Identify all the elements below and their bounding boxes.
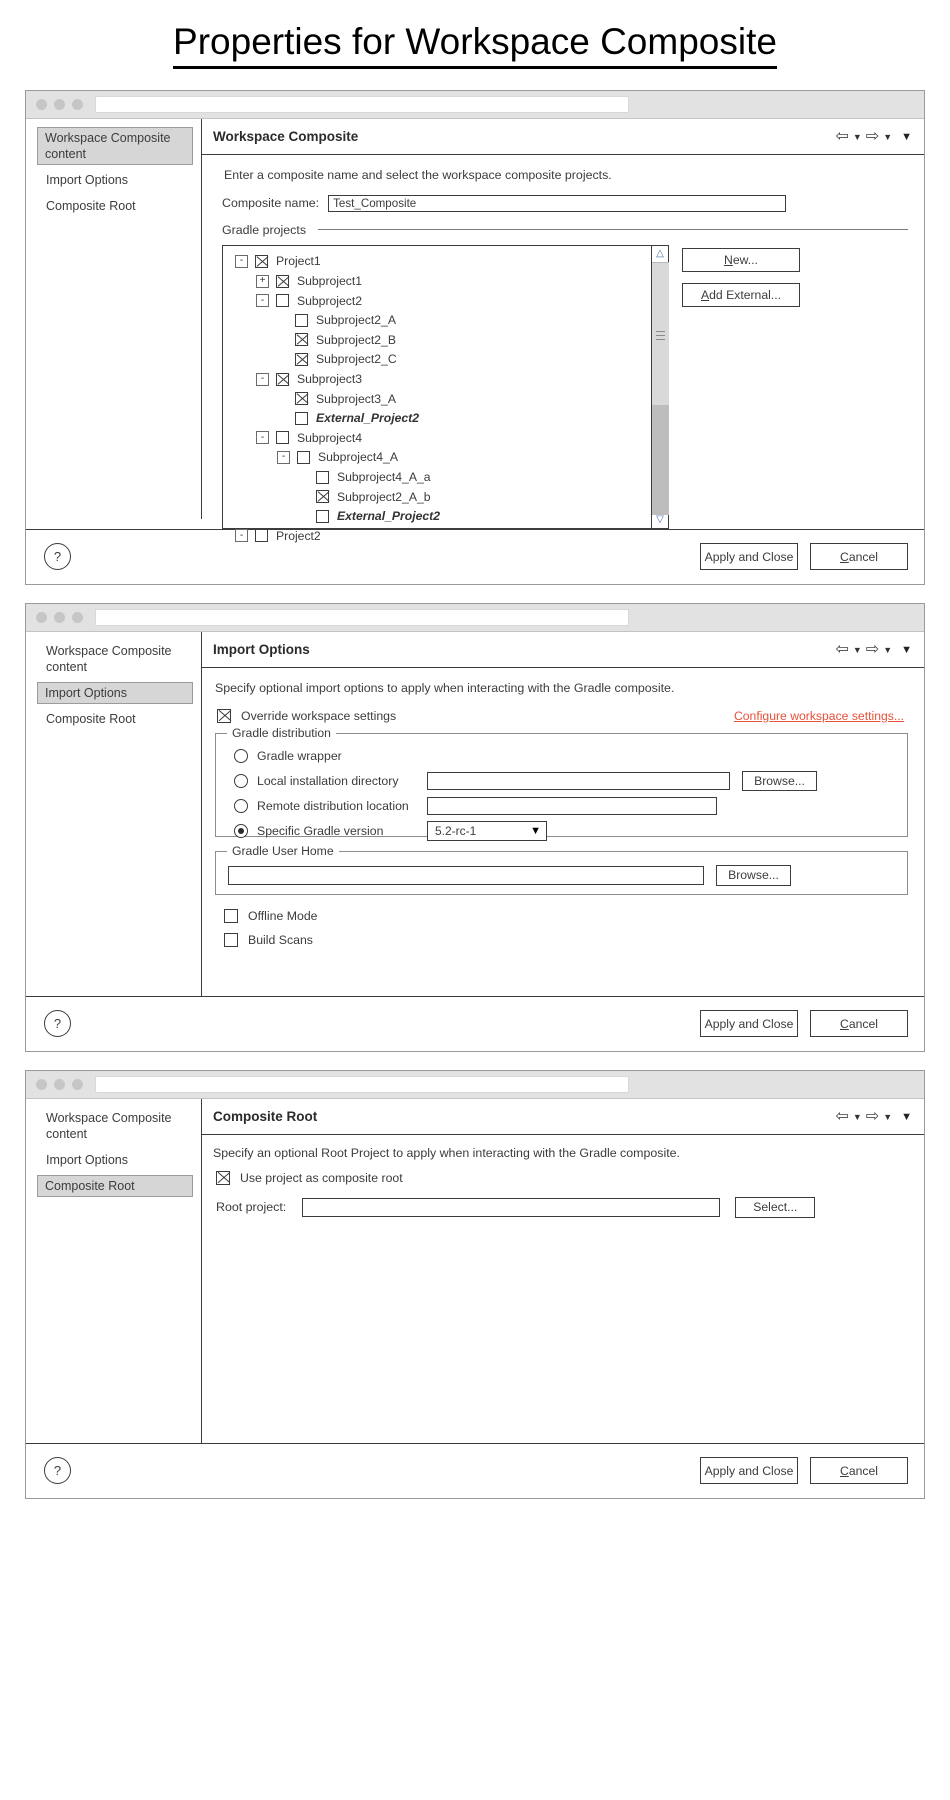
- forward-icon-3[interactable]: ⇨: [865, 1107, 880, 1125]
- forward-icon-2[interactable]: ⇨: [865, 640, 880, 658]
- tree-row[interactable]: [223, 408, 668, 428]
- cancel-mnemonic: C: [840, 549, 849, 564]
- nav-icons-2: [835, 642, 912, 658]
- tree-row[interactable]: [223, 467, 668, 487]
- gradle-user-home-legend: Gradle User Home: [227, 844, 339, 858]
- gradle-distribution-fieldset: [215, 725, 908, 839]
- tree-indent-spacer: [277, 334, 288, 345]
- scroll-down-icon[interactable]: ▽: [652, 511, 669, 528]
- remote-distribution-label: Remote distribution location: [257, 799, 409, 814]
- gradle-wrapper-label: Gradle wrapper: [257, 749, 342, 764]
- window-maximize-dot[interactable]: [72, 99, 83, 110]
- scroll-grip-2: [656, 335, 665, 336]
- tree-row[interactable]: [223, 330, 668, 350]
- build-scans-checkbox[interactable]: [224, 933, 238, 947]
- override-workspace-settings-checkbox[interactable]: [217, 709, 231, 723]
- tree-row[interactable]: [223, 252, 668, 272]
- view-menu-icon-2[interactable]: ▼: [901, 643, 912, 656]
- apply-and-close-button-2[interactable]: Apply and Close: [700, 1010, 798, 1037]
- remote-distribution-radio[interactable]: [234, 799, 248, 813]
- content-title: Workspace Composite: [213, 129, 359, 145]
- dialog-body: [26, 119, 924, 543]
- back-icon-3[interactable]: ⇦: [835, 1107, 849, 1125]
- tree-row[interactable]: [223, 271, 668, 291]
- apply-and-close-button[interactable]: Apply and Close: [700, 543, 798, 570]
- scroll-grip-1: [656, 331, 665, 332]
- sidebar-3: [26, 1099, 202, 1443]
- page-title: [0, 0, 950, 63]
- cancel-button-3[interactable]: [810, 1457, 908, 1484]
- tree-row[interactable]: [223, 350, 668, 370]
- tree-item-label: Project2: [276, 528, 321, 543]
- tree-checkbox[interactable]: [295, 353, 308, 366]
- footer-buttons-2: [700, 1010, 908, 1037]
- title-field-3[interactable]: [95, 1076, 629, 1093]
- new-button-mnemonic: N: [724, 252, 733, 267]
- content-body: [202, 155, 924, 543]
- window-controls[interactable]: [36, 99, 83, 110]
- dialog3-footer: [26, 1443, 924, 1498]
- window-controls-3[interactable]: [36, 1079, 83, 1090]
- tree-row[interactable]: [223, 526, 668, 546]
- gradle-version-select[interactable]: [427, 821, 547, 841]
- tree-item-label: Subproject3_A: [316, 391, 396, 406]
- tree-checkbox[interactable]: [316, 490, 329, 503]
- tree-buttons: [682, 245, 800, 307]
- add-external-label: dd External...: [709, 287, 781, 302]
- tree-rows: [223, 246, 668, 543]
- composite-name-label: Composite name:: [222, 196, 320, 211]
- dialog1-intro: Enter a composite name and select the workspace composite projects.: [224, 167, 612, 182]
- tree-row[interactable]: [223, 310, 668, 330]
- back-dropdown-icon[interactable]: ▼: [852, 131, 862, 142]
- tree-item-label: Subproject2: [297, 293, 363, 308]
- override-workspace-settings-label: Override workspace settings: [241, 708, 397, 723]
- use-project-as-composite-root-label: Use project as composite root: [240, 1170, 403, 1185]
- tree-row[interactable]: [223, 428, 668, 448]
- dialog2-footer: [26, 996, 924, 1051]
- view-menu-icon[interactable]: ▼: [901, 130, 912, 143]
- tree-row[interactable]: [223, 291, 668, 311]
- cancel-button[interactable]: [810, 543, 908, 570]
- forward-icon[interactable]: ⇨: [865, 127, 880, 145]
- root-project-label: Root project:: [216, 1200, 287, 1215]
- scroll-up-icon[interactable]: △: [652, 246, 669, 263]
- chevron-down-icon: ▼: [530, 825, 541, 838]
- window-close-dot-2[interactable]: [36, 612, 47, 623]
- tree-indent-spacer: [277, 354, 288, 365]
- sidebar: [26, 119, 202, 519]
- help-icon-3[interactable]: ?: [44, 1457, 71, 1484]
- window-maximize-dot-2[interactable]: [72, 612, 83, 623]
- radio-row-specific-version[interactable]: [228, 819, 895, 844]
- window-minimize-dot[interactable]: [54, 99, 65, 110]
- collapse-icon[interactable]: -: [256, 373, 269, 386]
- override-row: [217, 709, 904, 723]
- content-pane-2: [202, 632, 924, 996]
- title-field-2[interactable]: [95, 609, 629, 626]
- tree-item-label: Subproject3: [297, 372, 363, 387]
- content-header-3: [202, 1099, 924, 1135]
- content-header-2: [202, 632, 924, 668]
- window-minimize-dot-2[interactable]: [54, 612, 65, 623]
- cancel-label-2: ancel: [848, 1016, 878, 1031]
- nav-icons: [835, 129, 912, 145]
- sidebar-item-workspace-composite-content-2[interactable]: Workspace Composite content: [46, 643, 172, 674]
- forward-dropdown-icon[interactable]: ▼: [883, 131, 893, 142]
- dialog2-body: [26, 632, 924, 996]
- specific-gradle-version-label: Specific Gradle version: [257, 824, 384, 839]
- help-icon-2[interactable]: ?: [44, 1010, 71, 1037]
- add-external-mnemonic: A: [701, 287, 710, 302]
- tree-item-label: Project1: [276, 254, 321, 269]
- content-body-3: [202, 1135, 924, 1218]
- offline-mode-checkbox[interactable]: [224, 909, 238, 923]
- dialog2-intro: Specify optional import options to apply when interacting with the Gradle composite.: [215, 680, 675, 695]
- scroll-track[interactable]: [652, 263, 669, 511]
- gradle-user-home-input[interactable]: [228, 866, 704, 885]
- tree-item-label: Subproject2_A: [316, 313, 396, 328]
- root-project-input[interactable]: [302, 1198, 720, 1217]
- content-title-3: Composite Root: [213, 1109, 318, 1125]
- override-checkbox-row[interactable]: [217, 709, 396, 723]
- title-field[interactable]: [95, 96, 629, 113]
- dialog3-body: [26, 1099, 924, 1443]
- cancel-button-2[interactable]: [810, 1010, 908, 1037]
- tree-checkbox[interactable]: [255, 529, 268, 542]
- tree-item-label: Subproject2_B: [316, 332, 396, 347]
- local-installation-radio[interactable]: [234, 774, 248, 788]
- collapse-icon[interactable]: -: [256, 431, 269, 444]
- tree-checkbox[interactable]: [276, 373, 289, 386]
- footer-buttons: [700, 543, 908, 570]
- content-pane: [202, 119, 924, 543]
- sidebar-item-import-options-3[interactable]: Import Options: [46, 1152, 128, 1167]
- content-body-2: [202, 668, 924, 947]
- cancel-mnemonic-2: C: [840, 1016, 849, 1031]
- offline-mode-row[interactable]: [224, 909, 908, 923]
- gradle-projects-tree[interactable]: [222, 245, 669, 543]
- composite-name-row: [222, 195, 908, 212]
- sidebar-item-import-options[interactable]: Import Options: [46, 172, 128, 187]
- page-title-text: Properties for Workspace Composite: [173, 21, 777, 69]
- titlebar-3: [26, 1071, 924, 1099]
- tree-item-label: Subproject4: [297, 430, 363, 445]
- local-installation-label: Local installation directory: [257, 774, 399, 789]
- tree-indent-spacer: [298, 511, 309, 522]
- dialog-workspace-composite: [25, 90, 925, 585]
- select-root-project-button[interactable]: Select...: [735, 1197, 815, 1218]
- collapse-icon[interactable]: -: [277, 451, 290, 464]
- gradle-projects-label: Gradle projects: [222, 222, 307, 237]
- tree-checkbox[interactable]: [297, 451, 310, 464]
- root-project-row: [216, 1197, 908, 1218]
- configure-workspace-settings-link[interactable]: Configure workspace settings...: [733, 708, 904, 723]
- tree-checkbox[interactable]: [316, 510, 329, 523]
- tree-indent-spacer: [277, 413, 288, 424]
- radio-row-local-installation[interactable]: [228, 769, 895, 794]
- use-project-as-root-row[interactable]: [216, 1171, 908, 1185]
- tree-area: [222, 245, 908, 543]
- help-icon[interactable]: ?: [44, 543, 71, 570]
- tree-item-label: External_Project2: [337, 509, 440, 524]
- tree-item-label: Subproject4_A: [318, 450, 398, 465]
- tree-item-label: External_Project2: [316, 411, 419, 426]
- sidebar-item-workspace-composite-content-3[interactable]: Workspace Composite content: [46, 1110, 172, 1141]
- tree-checkbox[interactable]: [295, 392, 308, 405]
- build-scans-label: Build Scans: [248, 932, 313, 947]
- group-divider: [318, 229, 908, 230]
- back-icon[interactable]: ⇦: [835, 127, 849, 145]
- window-controls-2[interactable]: [36, 612, 83, 623]
- window-close-dot-3[interactable]: [36, 1079, 47, 1090]
- tree-checkbox[interactable]: [276, 431, 289, 444]
- titlebar-2: [26, 604, 924, 632]
- local-installation-browse-button[interactable]: Browse...: [742, 771, 817, 791]
- tree-row[interactable]: [223, 389, 668, 409]
- tree-checkbox[interactable]: [276, 294, 289, 307]
- sidebar-item-workspace-composite-content[interactable]: Workspace Composite content: [37, 127, 193, 165]
- add-external-button[interactable]: [682, 283, 800, 307]
- back-dropdown-icon-3[interactable]: ▼: [852, 1111, 862, 1122]
- tree-checkbox[interactable]: [295, 314, 308, 327]
- content-header: [202, 119, 924, 155]
- scroll-grip-3: [656, 339, 665, 340]
- tree-row[interactable]: [223, 448, 668, 468]
- gradle-version-value: 5.2-rc-1: [435, 824, 477, 839]
- sidebar-item-composite-root-3[interactable]: Composite Root: [37, 1175, 193, 1197]
- forward-dropdown-icon-3[interactable]: ▼: [883, 1111, 893, 1122]
- radio-row-remote-distribution[interactable]: [228, 794, 895, 819]
- gradle-distribution-legend: Gradle distribution: [227, 726, 336, 740]
- apply-and-close-button-3[interactable]: Apply and Close: [700, 1457, 798, 1484]
- tree-checkbox[interactable]: [316, 471, 329, 484]
- cancel-mnemonic-3: C: [840, 1463, 849, 1478]
- gradle-projects-group: [222, 223, 908, 237]
- tree-indent-spacer: [277, 393, 288, 404]
- tree-scrollbar[interactable]: [651, 246, 668, 528]
- tree-checkbox[interactable]: [255, 255, 268, 268]
- dialog-composite-root: [25, 1070, 925, 1499]
- tree-indent-spacer: [298, 472, 309, 483]
- tree-checkbox[interactable]: [295, 412, 308, 425]
- tree-row[interactable]: [223, 506, 668, 526]
- tree-checkbox[interactable]: [295, 333, 308, 346]
- sidebar-item-import-options-2[interactable]: Import Options: [37, 682, 193, 704]
- content-title-2: Import Options: [213, 642, 310, 658]
- composite-name-input[interactable]: Test_Composite: [328, 195, 786, 212]
- nav-icons-3: [835, 1109, 912, 1125]
- tree-item-label: Subproject2_A_b: [337, 489, 431, 504]
- collapse-icon[interactable]: -: [235, 255, 248, 268]
- tree-row[interactable]: [223, 369, 668, 389]
- footer-buttons-3: [700, 1457, 908, 1484]
- back-icon-2[interactable]: ⇦: [835, 640, 849, 658]
- dialog-import-options: [25, 603, 925, 1052]
- local-installation-input[interactable]: [427, 772, 730, 790]
- expand-icon[interactable]: +: [256, 275, 269, 288]
- scroll-thumb-lower[interactable]: [652, 405, 669, 515]
- tree-item-label: Subproject4_A_a: [337, 470, 431, 485]
- gradle-user-home-fieldset: [215, 843, 908, 895]
- gradle-wrapper-radio[interactable]: [234, 749, 248, 763]
- remote-distribution-input[interactable]: [427, 797, 717, 815]
- tree-checkbox[interactable]: [276, 275, 289, 288]
- tree-indent-spacer: [277, 315, 288, 326]
- new-button[interactable]: [682, 248, 800, 272]
- window-minimize-dot-3[interactable]: [54, 1079, 65, 1090]
- sidebar-item-composite-root-2[interactable]: Composite Root: [46, 711, 136, 726]
- back-dropdown-icon-2[interactable]: ▼: [852, 644, 862, 655]
- build-scans-row[interactable]: [224, 933, 908, 947]
- tree-row[interactable]: [223, 487, 668, 507]
- collapse-icon[interactable]: -: [235, 529, 248, 542]
- scroll-thumb[interactable]: [652, 263, 669, 405]
- dialog3-intro: Specify an optional Root Project to apply when interacting with the Gradle composite.: [213, 1145, 680, 1160]
- new-button-label: ew...: [732, 252, 758, 267]
- specific-gradle-version-radio[interactable]: [234, 824, 248, 838]
- sidebar-item-composite-root[interactable]: Composite Root: [46, 198, 136, 213]
- cancel-label: ancel: [848, 549, 878, 564]
- cancel-label-3: ancel: [848, 1463, 878, 1478]
- sidebar-2: [26, 632, 202, 996]
- collapse-icon[interactable]: -: [256, 294, 269, 307]
- tree-item-label: Subproject2_C: [316, 352, 397, 367]
- gradle-user-home-row: [228, 865, 895, 886]
- window-close-dot[interactable]: [36, 99, 47, 110]
- offline-mode-label: Offline Mode: [248, 908, 318, 923]
- gradle-user-home-browse-button[interactable]: Browse...: [716, 865, 791, 886]
- content-pane-3: [202, 1099, 924, 1443]
- window-maximize-dot-3[interactable]: [72, 1079, 83, 1090]
- tree-item-label: Subproject1: [297, 274, 363, 289]
- forward-dropdown-icon-2[interactable]: ▼: [883, 644, 893, 655]
- view-menu-icon-3[interactable]: ▼: [901, 1110, 912, 1123]
- titlebar: [26, 91, 924, 119]
- tree-indent-spacer: [298, 491, 309, 502]
- use-project-as-composite-root-checkbox[interactable]: [216, 1171, 230, 1185]
- radio-row-gradle-wrapper[interactable]: [228, 744, 895, 769]
